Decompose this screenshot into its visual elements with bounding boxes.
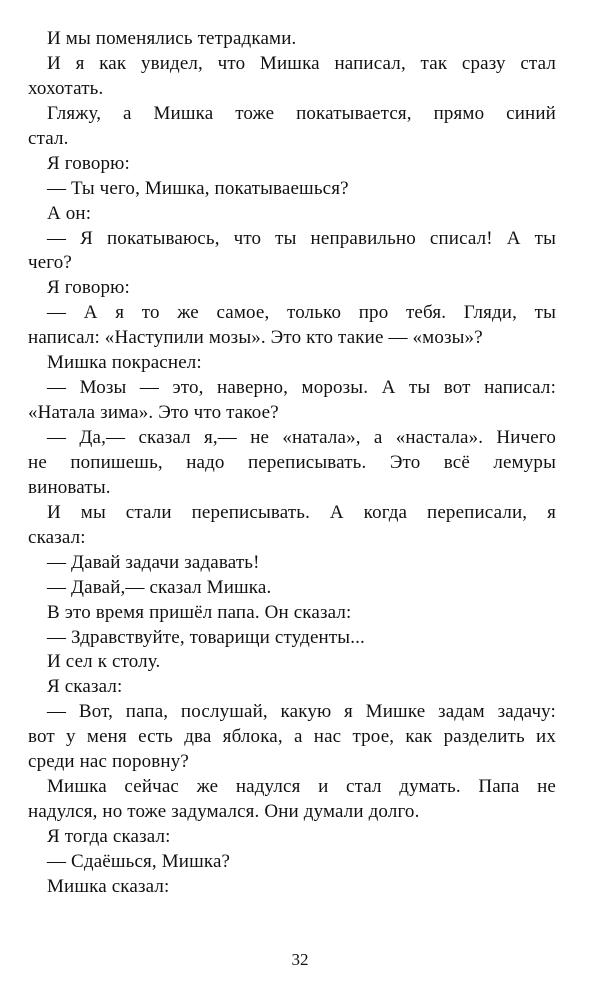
text-line: — Вот, папа, послушай, какую я Мишке задам задачу: [47,701,556,723]
text-line: — Я покатываюсь, что ты неправильно списал! А ты [47,227,556,249]
text-line: — Здравствуйте, товарищи студенты... [47,626,365,648]
text-line: А он: [47,202,92,224]
text-line: Гляжу, а Мишка тоже покатывается, прямо синий [47,102,556,124]
text-line: Я говорю: [47,152,130,174]
text-line: чего? [28,252,72,274]
text-line: — Мозы — это, наверно, морозы. А ты вот написал: [47,377,556,399]
text-line: — А я то же самое, только про тебя. Гляди, ты [47,302,556,324]
text-line: И мы стали переписывать. А когда переписали, я [47,501,556,523]
text-line: — Сдаёшься, Мишка? [47,850,231,872]
page-number: 32 [291,950,309,969]
text-line: В это время пришёл папа. Он сказал: [47,601,352,623]
text-line: виноваты. [28,476,111,498]
text-line: И я как увидел, что Мишка написал, так сразу стал [47,52,556,74]
text-line: Мишка сказал: [47,875,170,897]
text-line: вот у меня есть два яблока, а нас трое, как разделить их [28,726,556,748]
text-line: И мы поменялись тетрадками. [47,28,297,49]
text-line: Я тогда сказал: [47,826,171,847]
text-line: среди нас поровну? [28,751,189,773]
text-line: — Да,— сказал я,— не «натала», а «настала». Ничего [47,427,556,448]
text-line: хохотать. [28,77,104,99]
text-line: Я говорю: [47,277,130,299]
text-line: — Давай,— сказал Мишка. [47,576,272,598]
text-line: Я сказал: [47,676,123,698]
text-line: И сел к столу. [47,651,161,673]
page-body-text [28,27,556,900]
text-line: не попишешь, надо переписывать. Это всё лемуры [28,451,556,473]
text-line: Мишка сейчас же надулся и стал думать. Папа не [47,776,556,798]
text-line: написал: «Наступили мозы». Это кто такие — «мозы»? [28,327,483,349]
text-line: надулся, но тоже задумался. Они думали долго. [28,801,420,823]
text-line: — Давай задачи задавать! [47,551,260,573]
text-line: Мишка покраснел: [47,352,202,374]
text-line: «Натала зима». Это что такое? [28,402,279,424]
text-line: стал. [28,127,69,149]
text-line: — Ты чего, Мишка, покатываешься? [47,177,349,199]
text-line: сказал: [28,526,86,548]
